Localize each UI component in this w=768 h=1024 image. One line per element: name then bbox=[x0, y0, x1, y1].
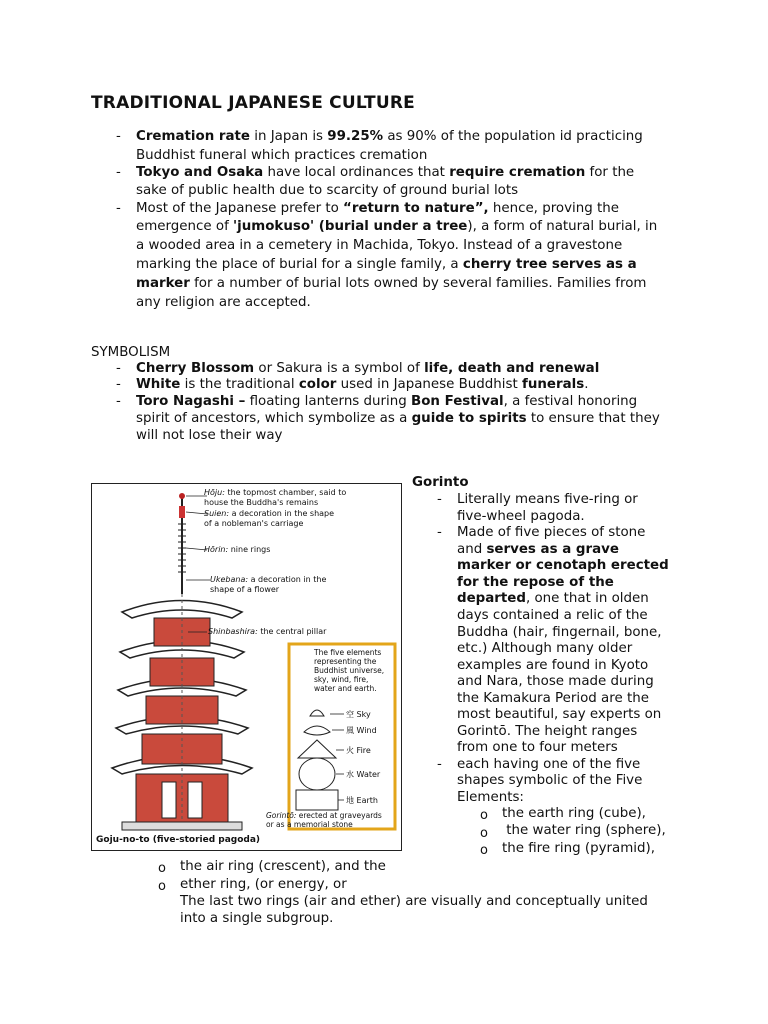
list-item: Literally means five-ring or bbox=[457, 492, 638, 507]
bullet-dash: - bbox=[116, 201, 121, 216]
list-item-cont: marker for a number of burial lots owned by several families. Families from bbox=[136, 276, 647, 291]
section-heading-symbolism: SYMBOLISM bbox=[91, 345, 171, 360]
list-item-cont: most beautiful, say experts on bbox=[457, 707, 662, 722]
bullet-dash: - bbox=[437, 525, 442, 540]
bullet-o: o bbox=[480, 808, 488, 823]
page-title: TRADITIONAL JAPANESE CULTURE bbox=[91, 93, 415, 113]
bullet-o: o bbox=[480, 826, 488, 841]
list-item-cont: marker or cenotaph erected bbox=[457, 558, 669, 573]
list-item-cont: shapes symbolic of the Five bbox=[457, 773, 643, 788]
label-wind: 風 Wind bbox=[346, 726, 377, 735]
sub-list-item: ether ring, (or energy, or bbox=[180, 877, 347, 892]
bullet-dash: - bbox=[116, 361, 121, 376]
bullet-o: o bbox=[480, 843, 488, 858]
label-hoju: Hōju: the topmost chamber, said to house the Buddha's remains bbox=[204, 488, 347, 507]
label-water: 水 Water bbox=[346, 770, 381, 779]
sub-list-item: the fire ring (pyramid), bbox=[502, 841, 655, 856]
list-item: Tokyo and Osaka have local ordinances that require cremation for the bbox=[136, 165, 635, 180]
bullet-dash: - bbox=[437, 757, 442, 772]
label-horin: Hōrin: nine rings bbox=[204, 545, 271, 554]
pagoda-figure bbox=[91, 483, 402, 851]
closing-text: The last two rings (air and ether) are visually and conceptually united bbox=[180, 894, 648, 909]
sub-list-item: the earth ring (cube), bbox=[502, 806, 646, 821]
label-ukebana: Ukebana: a decoration in the shape of a flower bbox=[210, 575, 327, 594]
list-item-cont: Elements: bbox=[457, 790, 524, 805]
list-item-cont: marking the place of burial for a single family, a cherry tree serves as a bbox=[136, 257, 637, 272]
list-item: Made of five pieces of stone bbox=[457, 525, 646, 540]
list-item-cont: Gorintō. The height ranges bbox=[457, 724, 638, 739]
list-item-cont: a wooded area in a cemetery in Machida, Tokyo. Instead of a gravestone bbox=[136, 238, 623, 253]
list-item-cont: days contained a relic of the bbox=[457, 608, 648, 623]
figure-caption: Goju-no-to (five-storied pagoda) bbox=[96, 835, 261, 845]
label-shinbashira: Shinbashira: the central pillar bbox=[208, 627, 327, 636]
label-gorinto: Gorintō: erected at graveyards or as a memorial stone bbox=[266, 811, 382, 829]
list-item-cont: emergence of 'jumokuso' (burial under a tree), a form of natural burial, in bbox=[136, 219, 658, 234]
label-fire: 火 Fire bbox=[346, 746, 371, 755]
list-item: Cremation rate in Japan is 99.25% as 90% of the population id practicing bbox=[136, 129, 643, 144]
list-item-cont: examples are found in Kyoto bbox=[457, 658, 649, 673]
list-item-cont: will not lose their way bbox=[136, 428, 283, 443]
list-item: Cherry Blossom or Sakura is a symbol of life, death and renewal bbox=[136, 361, 600, 376]
list-item-cont: Buddha (hair, fingernail, bone, bbox=[457, 625, 662, 640]
bullet-dash: - bbox=[116, 377, 121, 392]
label-suien: Suien: a decoration in the shape of a nobleman's carriage bbox=[204, 509, 335, 528]
list-item-cont: and serves as a grave bbox=[457, 542, 619, 557]
label-sky: 空 Sky bbox=[346, 710, 371, 719]
list-item-cont: departed, one that in olden bbox=[457, 591, 649, 606]
bullet-dash: - bbox=[116, 394, 121, 409]
bullet-dash: - bbox=[116, 129, 121, 144]
list-item-cont: the Kamakura Period are the bbox=[457, 691, 649, 706]
list-item: Toro Nagashi – floating lanterns during Bon Festival, a festival honoring bbox=[136, 394, 638, 409]
list-item-cont: and Nara, those made during bbox=[457, 674, 654, 689]
bullet-o: o bbox=[158, 879, 166, 894]
label-earth: 地 Earth bbox=[346, 796, 378, 805]
bullet-dash: - bbox=[116, 165, 121, 180]
section-heading-gorinto: Gorinto bbox=[412, 475, 469, 490]
sub-list-item: the air ring (crescent), and the bbox=[180, 859, 386, 874]
bullet-o: o bbox=[158, 861, 166, 876]
list-item: White is the traditional color used in Japanese Buddhist funerals. bbox=[136, 377, 589, 392]
list-item-cont: for the repose of the bbox=[457, 575, 614, 590]
list-item: Most of the Japanese prefer to “return to nature”, hence, proving the bbox=[136, 201, 619, 216]
five-elements-note: The five elements representing the Buddhist universe, sky, wind, fire, water and earth. bbox=[314, 648, 385, 693]
list-item-cont: spirit of ancestors, which symbolize as a guide to spirits to ensure that they bbox=[136, 411, 660, 426]
list-item-cont: five-wheel pagoda. bbox=[457, 509, 585, 524]
list-item: each having one of the five bbox=[457, 757, 641, 772]
list-item-cont: Buddhist funeral which practices cremation bbox=[136, 148, 428, 163]
list-item-cont: any religion are accepted. bbox=[136, 295, 311, 310]
list-item-cont: from one to four meters bbox=[457, 740, 618, 755]
list-item-cont: etc.) Although many older bbox=[457, 641, 633, 656]
closing-text: into a single subgroup. bbox=[180, 911, 334, 926]
sub-list-item: the water ring (sphere), bbox=[502, 823, 666, 838]
list-item-cont: sake of public health due to scarcity of ground burial lots bbox=[136, 183, 519, 198]
bullet-dash: - bbox=[437, 492, 442, 507]
